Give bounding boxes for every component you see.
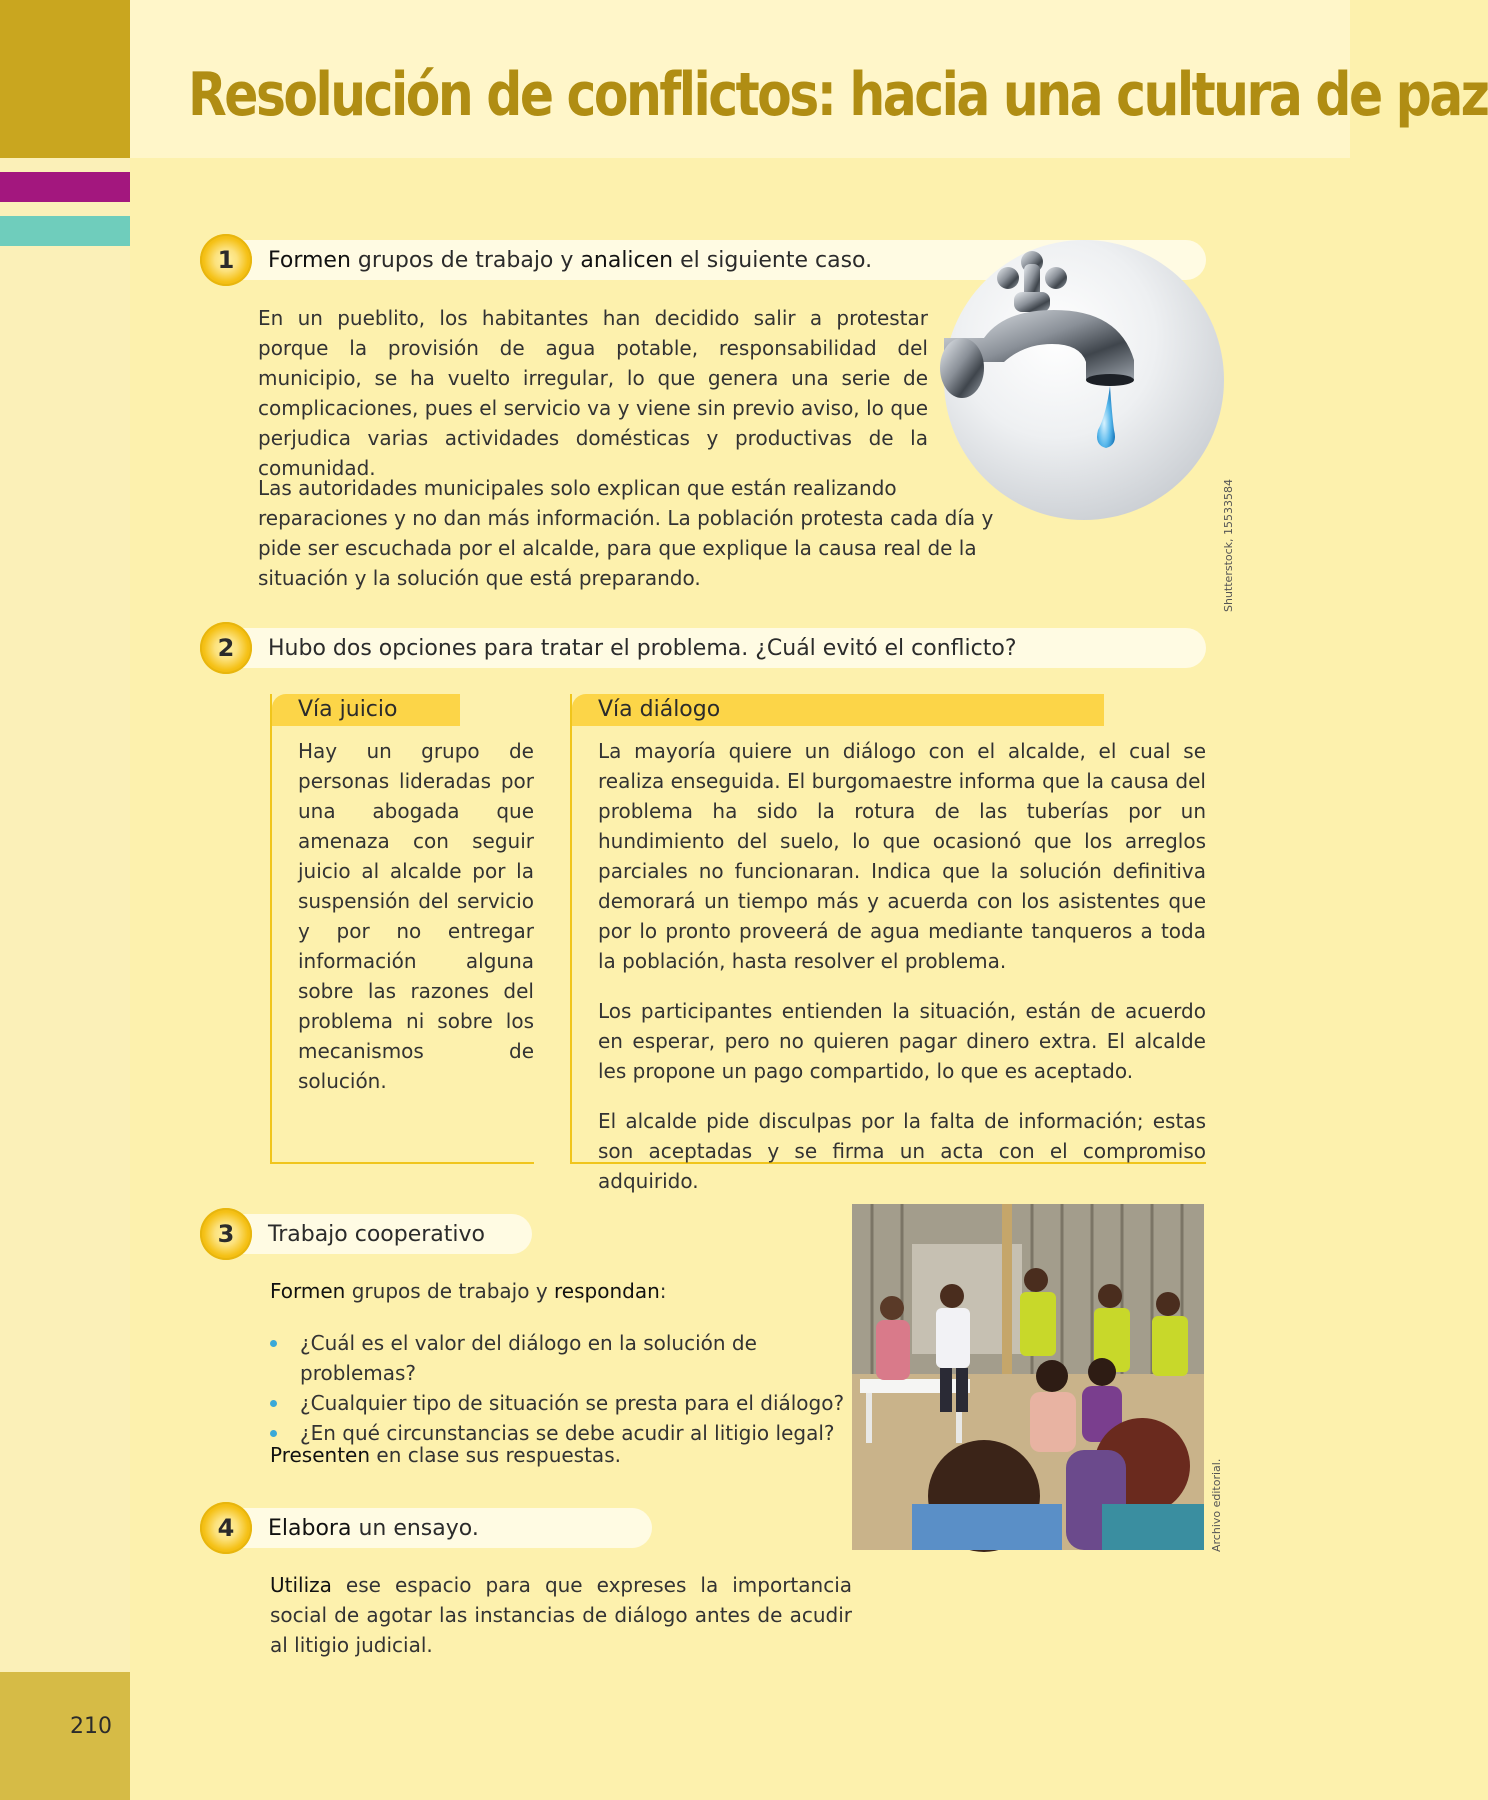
instruction-text: grupos de trabajo y: [350, 248, 581, 273]
left-margin-strip: [0, 0, 130, 1800]
activity-3-title: Trabajo cooperativo: [268, 1222, 486, 1247]
image-credit-meeting: Archivo editorial.: [1210, 1458, 1223, 1552]
case-paragraph-1: En un pueblito, los habitantes han decidido salir a protestar porque la provisión de agua potable, responsabilidad del municipio, se ha vuelto irregular, lo que genera una serie de complicaciones, pues el servicio va y viene sin previo aviso, lo que perjudica varias actividades domésticas y productivas de la comunidad.: [258, 306, 928, 480]
question-list: [268, 1328, 848, 1448]
instruction-verb: analicen: [580, 248, 674, 273]
activity-4-number: 4: [217, 1514, 235, 1542]
instruction-verb: respondan: [554, 1279, 660, 1303]
teal-band: [0, 216, 130, 246]
list-item: ¿Cuál es el valor del diálogo en la solución de problemas?: [268, 1328, 848, 1388]
page-number: 210: [70, 1714, 112, 1739]
image-credit-tap: Shutterstock, 15533584: [1222, 478, 1235, 612]
case-paragraph-2: Las autoridades municipales solo explican que están realizando reparaciones y no dan más información. La población protesta cada día y pide ser escuchada por el alcalde, para que explique la causa real de la situación y la solución que está preparando.: [258, 476, 994, 590]
activity-2-question: Hubo dos opciones para tratar el problema. ¿Cuál evitó el conflicto?: [268, 636, 1017, 661]
activity-3-number: 3: [217, 1220, 235, 1248]
instruction-text: un ensayo.: [351, 1516, 479, 1541]
option-dialogo-paragraph-1: La mayoría quiere un diálogo con el alcalde, el cual se realiza enseguida. El burgomaestre informa que la causa del problema ha sido la rotura de las tuberías por un hundimiento del suelo, lo que ocasionó que los arreglos parciales no funcionaran. Indica que la solución definitiva demorará un tiempo más y acuerda con los asistentes que por lo pronto proveerá de agua mediante tanqueros a toda la población, hasta resolver el problema.: [598, 739, 1206, 973]
option-dialogo-box: [570, 694, 1206, 1193]
option-juicio-title: Vía juicio: [272, 694, 460, 726]
option-juicio-text: Hay un grupo de personas lideradas por una abogada que amenaza con seguir juicio al alcalde por la suspensión del servicio y por no entregar información alguna sobre las razones del problema ni sobre los mecanismos de solución.: [298, 739, 534, 1093]
instruction-text: grupos de trabajo y: [345, 1279, 555, 1303]
activity-3-intro: [270, 1276, 667, 1306]
activity-2-number: 2: [217, 634, 235, 662]
activity-2-number-badge: [200, 622, 252, 674]
instruction-text: :: [659, 1279, 667, 1303]
list-item: ¿En qué circunstancias se debe acudir al litigio legal?: [268, 1418, 848, 1448]
instruction-verb: Formen: [268, 248, 351, 273]
magenta-band: [0, 172, 130, 202]
activity-4-body: [270, 1570, 852, 1660]
activity-4-number-badge: [200, 1502, 252, 1554]
activity-1-instruction: [268, 248, 872, 273]
option-dialogo-paragraph-3: El alcalde pide disculpas por la falta de información; estas son aceptadas y se firma un acta con el compromiso adquirido.: [598, 1109, 1206, 1193]
corner-block: [0, 0, 130, 158]
activity-4-instruction: [268, 1516, 479, 1541]
instruction-text: en clase sus respuestas.: [370, 1443, 621, 1467]
option-dialogo-title: Vía diálogo: [572, 694, 1104, 726]
activity-1-number-badge: [200, 234, 252, 286]
instruction-verb: Presenten: [270, 1443, 371, 1467]
instruction-verb: Formen: [270, 1279, 346, 1303]
instruction-text: ese espacio para que expreses la importancia social de agotar las instancias de diálogo antes de acudir al litigio judicial.: [270, 1573, 852, 1657]
activity-3-closing: [270, 1440, 621, 1470]
activity-3-number-badge: [200, 1208, 252, 1260]
activity-1-number: 1: [217, 246, 235, 274]
instruction-verb: Utiliza: [270, 1573, 332, 1597]
meeting-illustration: [852, 1204, 1204, 1550]
instruction-text: el siguiente caso.: [673, 248, 873, 273]
list-item: ¿Cualquier tipo de situación se presta para el diálogo?: [268, 1388, 848, 1418]
instruction-verb: Elabora: [268, 1516, 352, 1541]
page-title: Resolución de conflictos: hacia una cultura de paz: [188, 60, 1488, 130]
option-dialogo-paragraph-2: Los participantes entienden la situación, están de acuerdo en esperar, pero no quieren pagar dinero extra. El alcalde les propone un pago compartido, lo que es aceptado.: [598, 999, 1206, 1083]
option-juicio-box: [270, 694, 534, 1164]
community-meeting-photo: [852, 1204, 1204, 1550]
